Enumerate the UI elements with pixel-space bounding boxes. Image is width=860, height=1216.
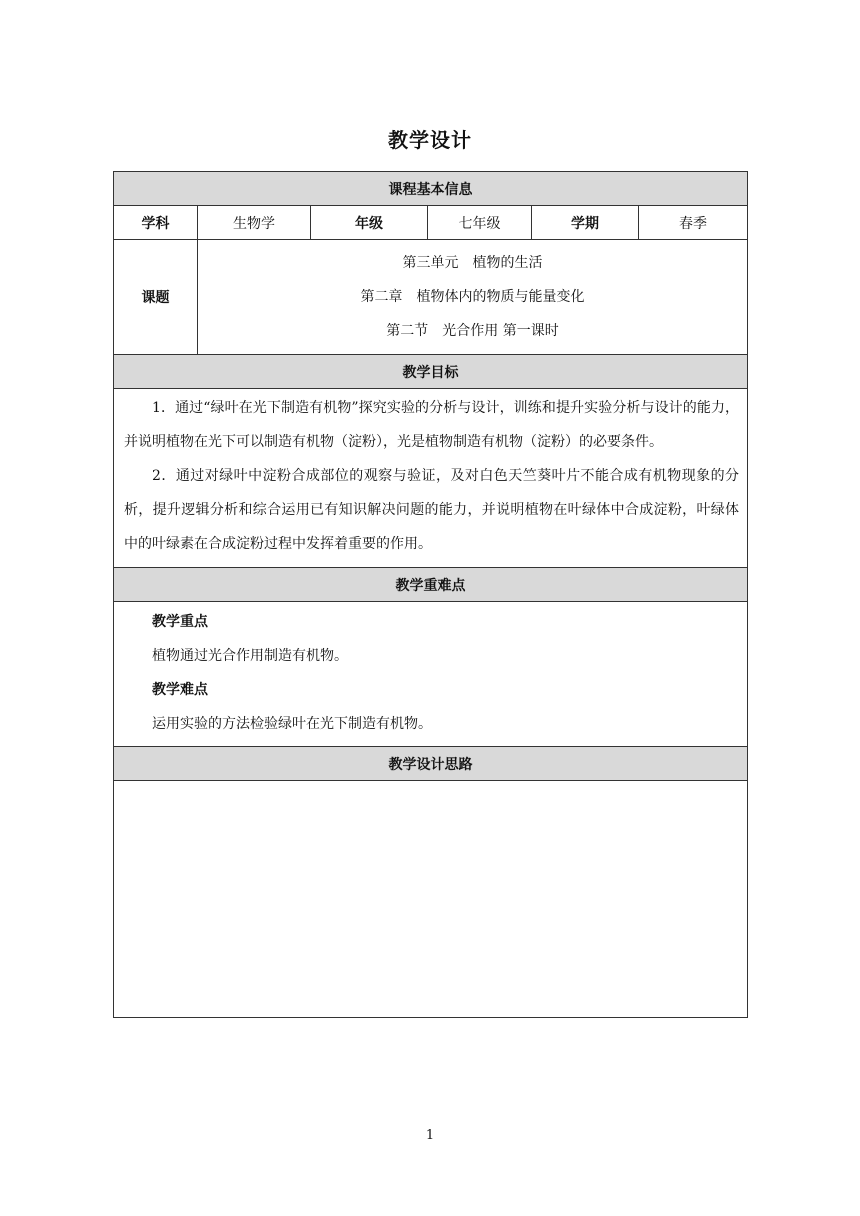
difficulty-label: 教学难点 [152, 682, 208, 698]
difficulty-text: 运用实验的方法检验绿叶在光下制造有机物。 [152, 716, 432, 732]
grade-label: 年级 [311, 206, 428, 240]
term-value: 春季 [639, 206, 748, 240]
subject-label: 学科 [114, 206, 198, 240]
topic-line: 第二节 光合作用 第一课时 [386, 323, 559, 339]
key-points-cell [114, 602, 748, 747]
topic-label: 课题 [114, 240, 198, 355]
subject-value: 生物学 [198, 206, 311, 240]
term-label: 学期 [532, 206, 639, 240]
key-points-header: 教学重难点 [114, 568, 748, 602]
lesson-plan-table [113, 171, 748, 1018]
basic-info-header: 课程基本信息 [114, 172, 748, 206]
grade-value: 七年级 [428, 206, 532, 240]
goals-cell [114, 389, 748, 568]
topic-line: 第二章 植物体内的物质与能量变化 [360, 289, 585, 305]
design-content-cell [114, 781, 748, 1018]
page-title: 教学设计 [388, 128, 472, 152]
goals-header: 教学目标 [114, 355, 748, 389]
page-number: 1 [425, 1128, 435, 1143]
goal-item: 1．通过“绿叶在光下制造有机物”探究实验的分析与设计，训练和提升实验分析与设计的能力，并说明植物在光下可以制造有机物（淀粉），光是植物制造有机物（淀粉）的必要条件。 [124, 400, 740, 450]
goal-item: 2．通过对绿叶中淀粉合成部位的观察与验证，及对白色天竺葵叶片不能合成有机物现象的分析，提升逻辑分析和综合运用已有知识解决问题的能力，并说明植物在叶绿体中合成淀粉，叶绿体中的叶绿素在合成淀粉过程中发挥着重要的作用。 [124, 468, 740, 552]
design-header: 教学设计思路 [114, 747, 748, 781]
topic-line: 第三单元 植物的生活 [402, 255, 543, 271]
topic-cell [198, 240, 748, 355]
focus-text: 植物通过光合作用制造有机物。 [152, 648, 348, 664]
focus-label: 教学重点 [152, 614, 208, 630]
